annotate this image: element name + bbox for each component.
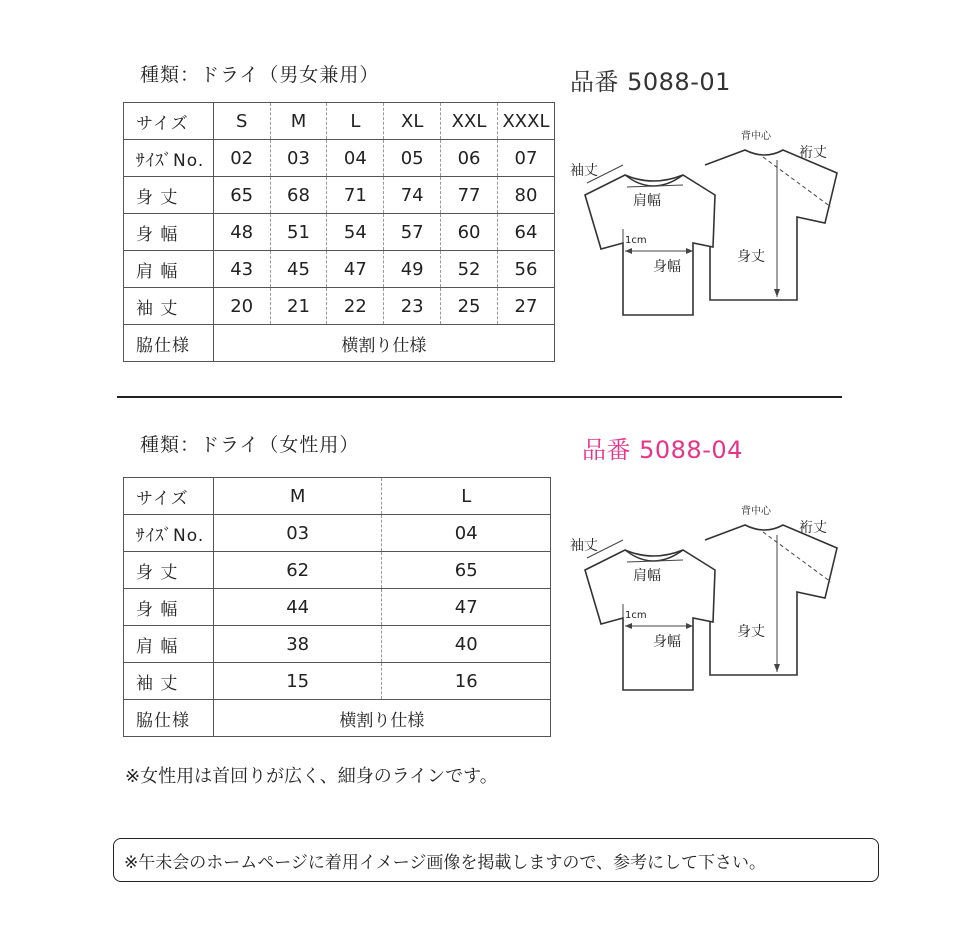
table-cell: 51 bbox=[270, 214, 327, 251]
table-cell: 45 bbox=[270, 251, 327, 288]
table-cell: 68 bbox=[270, 177, 327, 214]
row-label: 袖 丈 bbox=[124, 663, 214, 700]
table-cell: 62 bbox=[213, 552, 382, 589]
tshirt-diagram-unisex bbox=[565, 125, 855, 325]
table-cell: 64 bbox=[497, 214, 554, 251]
table-row bbox=[124, 478, 551, 515]
tshirt-diagram-women bbox=[565, 500, 855, 700]
row-label: 身 丈 bbox=[124, 177, 214, 214]
type-label-unisex: 種類：ドライ（男女兼用） bbox=[140, 64, 380, 86]
table-row bbox=[124, 552, 551, 589]
diagram-shoulder-label: 肩幅 bbox=[633, 568, 661, 584]
table-row bbox=[124, 515, 551, 552]
size-table-women bbox=[123, 477, 551, 737]
table-cell: 38 bbox=[213, 626, 382, 663]
product-code-unisex: 品番 5088-01 bbox=[570, 68, 731, 96]
diagram-yuki-label: 裄丈 bbox=[799, 520, 827, 536]
table-cell: 21 bbox=[270, 288, 327, 325]
tshirt-back-icon bbox=[705, 150, 837, 300]
table-cell: 20 bbox=[213, 288, 270, 325]
row-label: サイズ bbox=[124, 478, 214, 515]
table-cell: 05 bbox=[384, 140, 441, 177]
table-cell: 16 bbox=[382, 663, 551, 700]
table-cell: 56 bbox=[497, 251, 554, 288]
table-cell: 23 bbox=[384, 288, 441, 325]
table-cell: S bbox=[213, 103, 270, 140]
diagram-1cm-label: 1cm bbox=[625, 235, 647, 246]
table-cell: L bbox=[327, 103, 384, 140]
diagram-length-label: 身丈 bbox=[737, 624, 765, 640]
table-cell: 47 bbox=[382, 589, 551, 626]
table-row bbox=[124, 103, 555, 140]
table-cell: 02 bbox=[213, 140, 270, 177]
table-cell: 54 bbox=[327, 214, 384, 251]
table-cell: 03 bbox=[213, 515, 382, 552]
table-cell: 22 bbox=[327, 288, 384, 325]
diagram-sleeve-label: 袖丈 bbox=[570, 538, 598, 554]
table-cell: 25 bbox=[441, 288, 498, 325]
table-cell: 04 bbox=[382, 515, 551, 552]
side-spec-value: 横割り仕様 bbox=[213, 700, 550, 737]
diagram-width-label: 身幅 bbox=[653, 259, 681, 275]
table-cell: M bbox=[270, 103, 327, 140]
row-label: 身 丈 bbox=[124, 552, 214, 589]
row-label: サイズ bbox=[124, 103, 214, 140]
table-row bbox=[124, 288, 555, 325]
diagram-back-center-label: 背中心 bbox=[741, 131, 771, 142]
women-note: ※女性用は首回りが広く、細身のラインです。 bbox=[125, 766, 498, 787]
row-label: 肩 幅 bbox=[124, 626, 214, 663]
table-cell: 27 bbox=[497, 288, 554, 325]
section-divider bbox=[117, 396, 842, 398]
row-label: ｻｲｽﾞNo. bbox=[124, 140, 214, 177]
table-cell: 47 bbox=[327, 251, 384, 288]
diagram-1cm-label: 1cm bbox=[625, 610, 647, 621]
diagram-width-label: 身幅 bbox=[653, 634, 681, 650]
table-row bbox=[124, 177, 555, 214]
table-row bbox=[124, 140, 555, 177]
diagram-shoulder-label: 肩幅 bbox=[633, 193, 661, 209]
row-label: 身 幅 bbox=[124, 214, 214, 251]
row-label: 身 幅 bbox=[124, 589, 214, 626]
diagram-sleeve-label: 袖丈 bbox=[570, 163, 598, 179]
table-cell: 60 bbox=[441, 214, 498, 251]
table-cell: 49 bbox=[384, 251, 441, 288]
table-cell: 80 bbox=[497, 177, 554, 214]
table-cell: XXL bbox=[441, 103, 498, 140]
table-cell: 15 bbox=[213, 663, 382, 700]
table-cell: 04 bbox=[327, 140, 384, 177]
table-cell: XL bbox=[384, 103, 441, 140]
table-cell: XXXL bbox=[497, 103, 554, 140]
table-row bbox=[124, 700, 551, 737]
table-row bbox=[124, 214, 555, 251]
table-cell: 57 bbox=[384, 214, 441, 251]
table-cell: 65 bbox=[213, 177, 270, 214]
table-cell: 40 bbox=[382, 626, 551, 663]
table-cell: 77 bbox=[441, 177, 498, 214]
footer-note-box bbox=[113, 838, 879, 882]
footer-note-text: ※午未会のホームページに着用イメージ画像を掲載しますので、参考にして下さい。 bbox=[124, 852, 767, 873]
side-spec-value: 横割り仕様 bbox=[213, 325, 554, 362]
table-cell: 43 bbox=[213, 251, 270, 288]
table-cell: 52 bbox=[441, 251, 498, 288]
table-row bbox=[124, 626, 551, 663]
table-row bbox=[124, 663, 551, 700]
table-row bbox=[124, 251, 555, 288]
diagram-yuki-label: 裄丈 bbox=[799, 145, 827, 161]
product-code-women: 品番 5088-04 bbox=[582, 436, 743, 464]
row-label: 脇仕様 bbox=[124, 325, 214, 362]
table-cell: 48 bbox=[213, 214, 270, 251]
table-cell: M bbox=[213, 478, 382, 515]
table-row bbox=[124, 589, 551, 626]
diagram-length-label: 身丈 bbox=[737, 249, 765, 265]
row-label: 肩 幅 bbox=[124, 251, 214, 288]
table-cell: 03 bbox=[270, 140, 327, 177]
row-label: ｻｲｽﾞNo. bbox=[124, 515, 214, 552]
table-cell: 44 bbox=[213, 589, 382, 626]
type-label-women: 種類：ドライ（女性用） bbox=[140, 434, 360, 456]
table-cell: L bbox=[382, 478, 551, 515]
table-cell: 65 bbox=[382, 552, 551, 589]
size-table-unisex bbox=[123, 102, 555, 362]
row-label: 脇仕様 bbox=[124, 700, 214, 737]
table-cell: 07 bbox=[497, 140, 554, 177]
table-cell: 06 bbox=[441, 140, 498, 177]
table-row bbox=[124, 325, 555, 362]
row-label: 袖 丈 bbox=[124, 288, 214, 325]
diagram-back-center-label: 背中心 bbox=[741, 506, 771, 517]
tshirt-back-icon bbox=[705, 525, 837, 675]
table-cell: 74 bbox=[384, 177, 441, 214]
table-cell: 71 bbox=[327, 177, 384, 214]
